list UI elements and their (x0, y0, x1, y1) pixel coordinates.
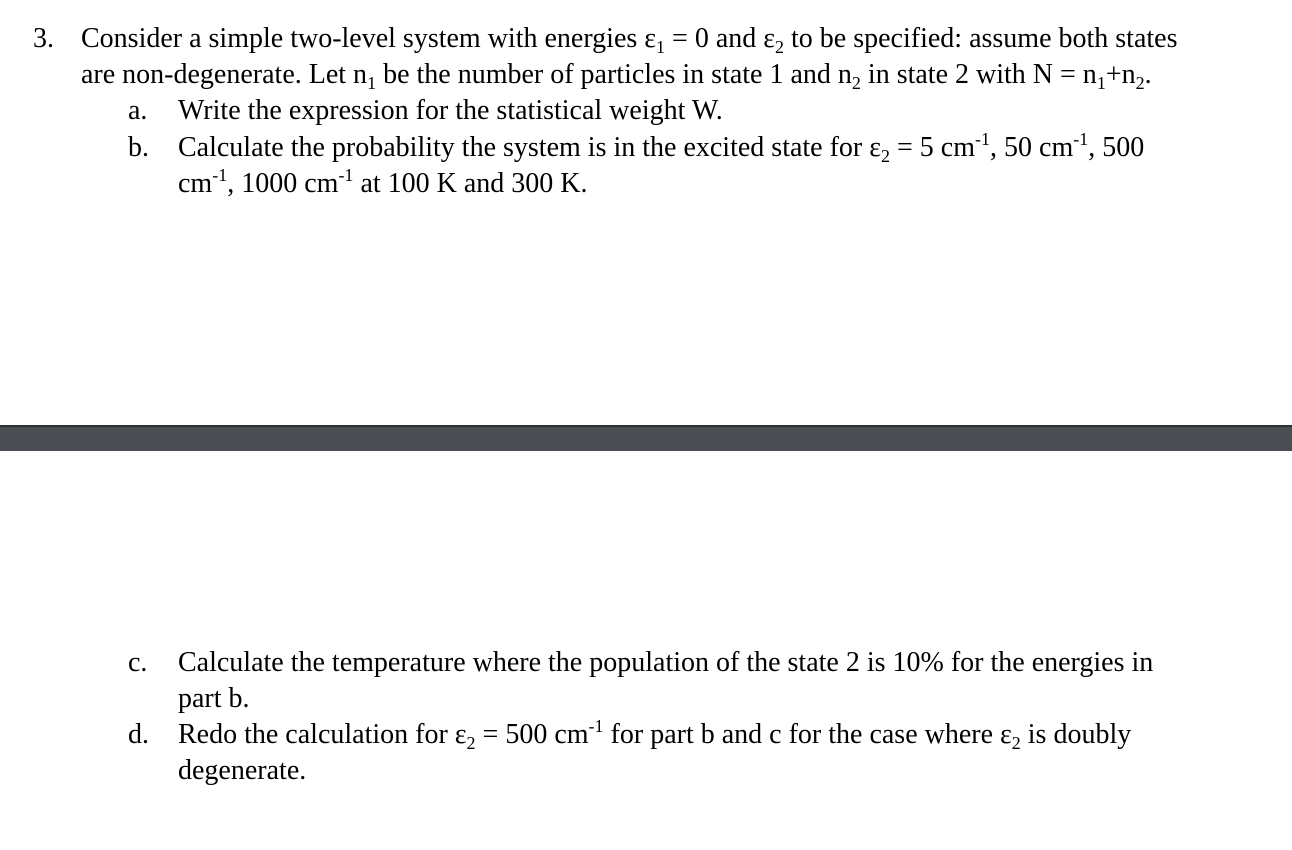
part-c-text-line-2: part b. (178, 683, 250, 714)
question-text-line-2: are non-degenerate. Let $n_1$ be the number of particles in state 1 and $n_2$ in state 2 with $N = n_1+n_2$. (81, 59, 1152, 93)
question-number: 3. (33, 23, 54, 54)
part-d-text-line-1: Redo the calculation for $\varepsilon_2 = 500$ $cm^{-1}$ for part b and c for the case where $\varepsilon_2$ is doubly (178, 716, 1132, 753)
page-divider-bar (0, 425, 1292, 451)
part-d-label: d. (128, 719, 149, 750)
part-c-label: c. (128, 647, 148, 678)
part-b-text-line-1: Calculate the probability the system is in the excited state for $\varepsilon_2 = 5$ $cm^{-1}$, 50 $cm^{-1}$, 500 (178, 129, 1145, 166)
part-b-text-line-2: $cm^{-1}$, 1000 $cm^{-1}$ at 100 K and 300 K. (178, 165, 588, 199)
question-text-line-1: Consider a simple two-level system with energies $\varepsilon_1 = 0$ and $\varepsilon_2$ to be specified: assume both states (81, 23, 1178, 57)
part-a-label: a. (128, 95, 148, 126)
part-b-label: b. (128, 132, 149, 163)
part-d-text-line-2: degenerate. (178, 755, 307, 786)
part-c-text-line-1: Calculate the temperature where the population of the state 2 is 10% for the energies in (178, 647, 1154, 678)
part-a-text: Write the expression for the statistical weight W. (178, 95, 723, 126)
